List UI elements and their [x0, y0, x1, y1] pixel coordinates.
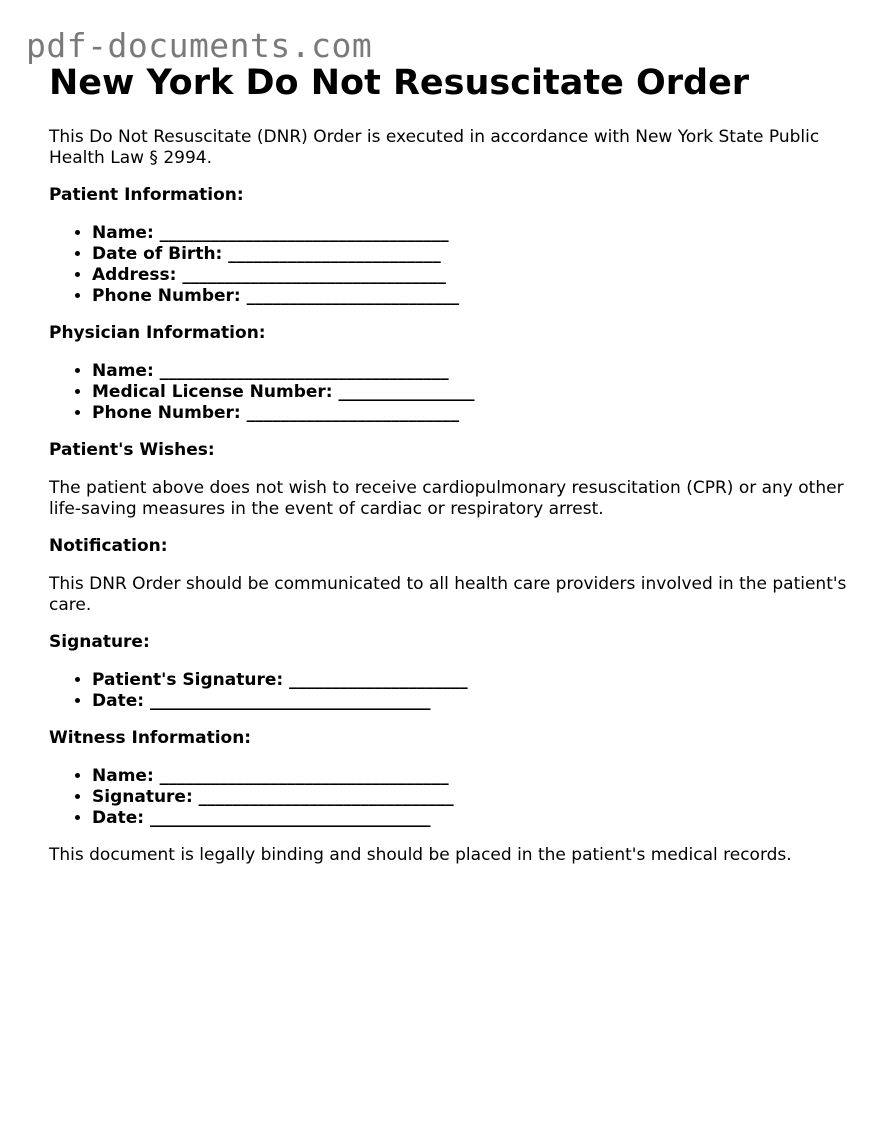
- document-page: [49, 60, 849, 866]
- witness-date-field: • Date: _________________________________: [92, 808, 849, 829]
- witness-signature-field: • Signature: ______________________________: [92, 787, 849, 808]
- patient-info-heading: Patient Information:: [49, 185, 244, 205]
- closing-paragraph: This document is legally binding and should be placed in the patient's medical records.: [49, 845, 792, 865]
- physician-name-field: • Name: __________________________________: [92, 361, 849, 382]
- patient-phone-field: • Phone Number: _________________________: [92, 286, 849, 307]
- physician-phone-field: • Phone Number: _________________________: [92, 403, 849, 424]
- signature-list: [49, 670, 849, 712]
- patient-name-field: • Name: __________________________________: [92, 223, 849, 244]
- patient-address-field: • Address: _______________________________: [92, 265, 849, 286]
- witness-info-list: [49, 766, 849, 829]
- patient-info-list: [49, 223, 849, 307]
- witness-name-field: • Name: __________________________________: [92, 766, 849, 787]
- notification-paragraph: This DNR Order should be communicated to all health care providers involved in the patient's care.: [49, 574, 847, 615]
- site-watermark: pdf-documents.com: [26, 26, 373, 65]
- document-title: New York Do Not Resuscitate Order: [49, 63, 750, 103]
- physician-license-field: • Medical License Number: ________________: [92, 382, 849, 403]
- wishes-paragraph: The patient above does not wish to receive cardiopulmonary resuscitation (CPR) or any other life-saving measures in the event of cardiac or respiratory arrest.: [49, 478, 844, 519]
- notification-heading: Notification:: [49, 536, 168, 556]
- signature-date-field: • Date: _________________________________: [92, 691, 849, 712]
- physician-info-heading: Physician Information:: [49, 323, 266, 343]
- patient-dob-field: • Date of Birth: _________________________: [92, 244, 849, 265]
- witness-info-heading: Witness Information:: [49, 728, 252, 748]
- physician-info-list: [49, 361, 849, 424]
- patient-signature-field: • Patient's Signature: _____________________: [92, 670, 849, 691]
- signature-heading: Signature:: [49, 632, 150, 652]
- wishes-heading: Patient's Wishes:: [49, 440, 215, 460]
- intro-paragraph: This Do Not Resuscitate (DNR) Order is executed in accordance with New York State Public Health Law § 2994.: [49, 127, 820, 168]
